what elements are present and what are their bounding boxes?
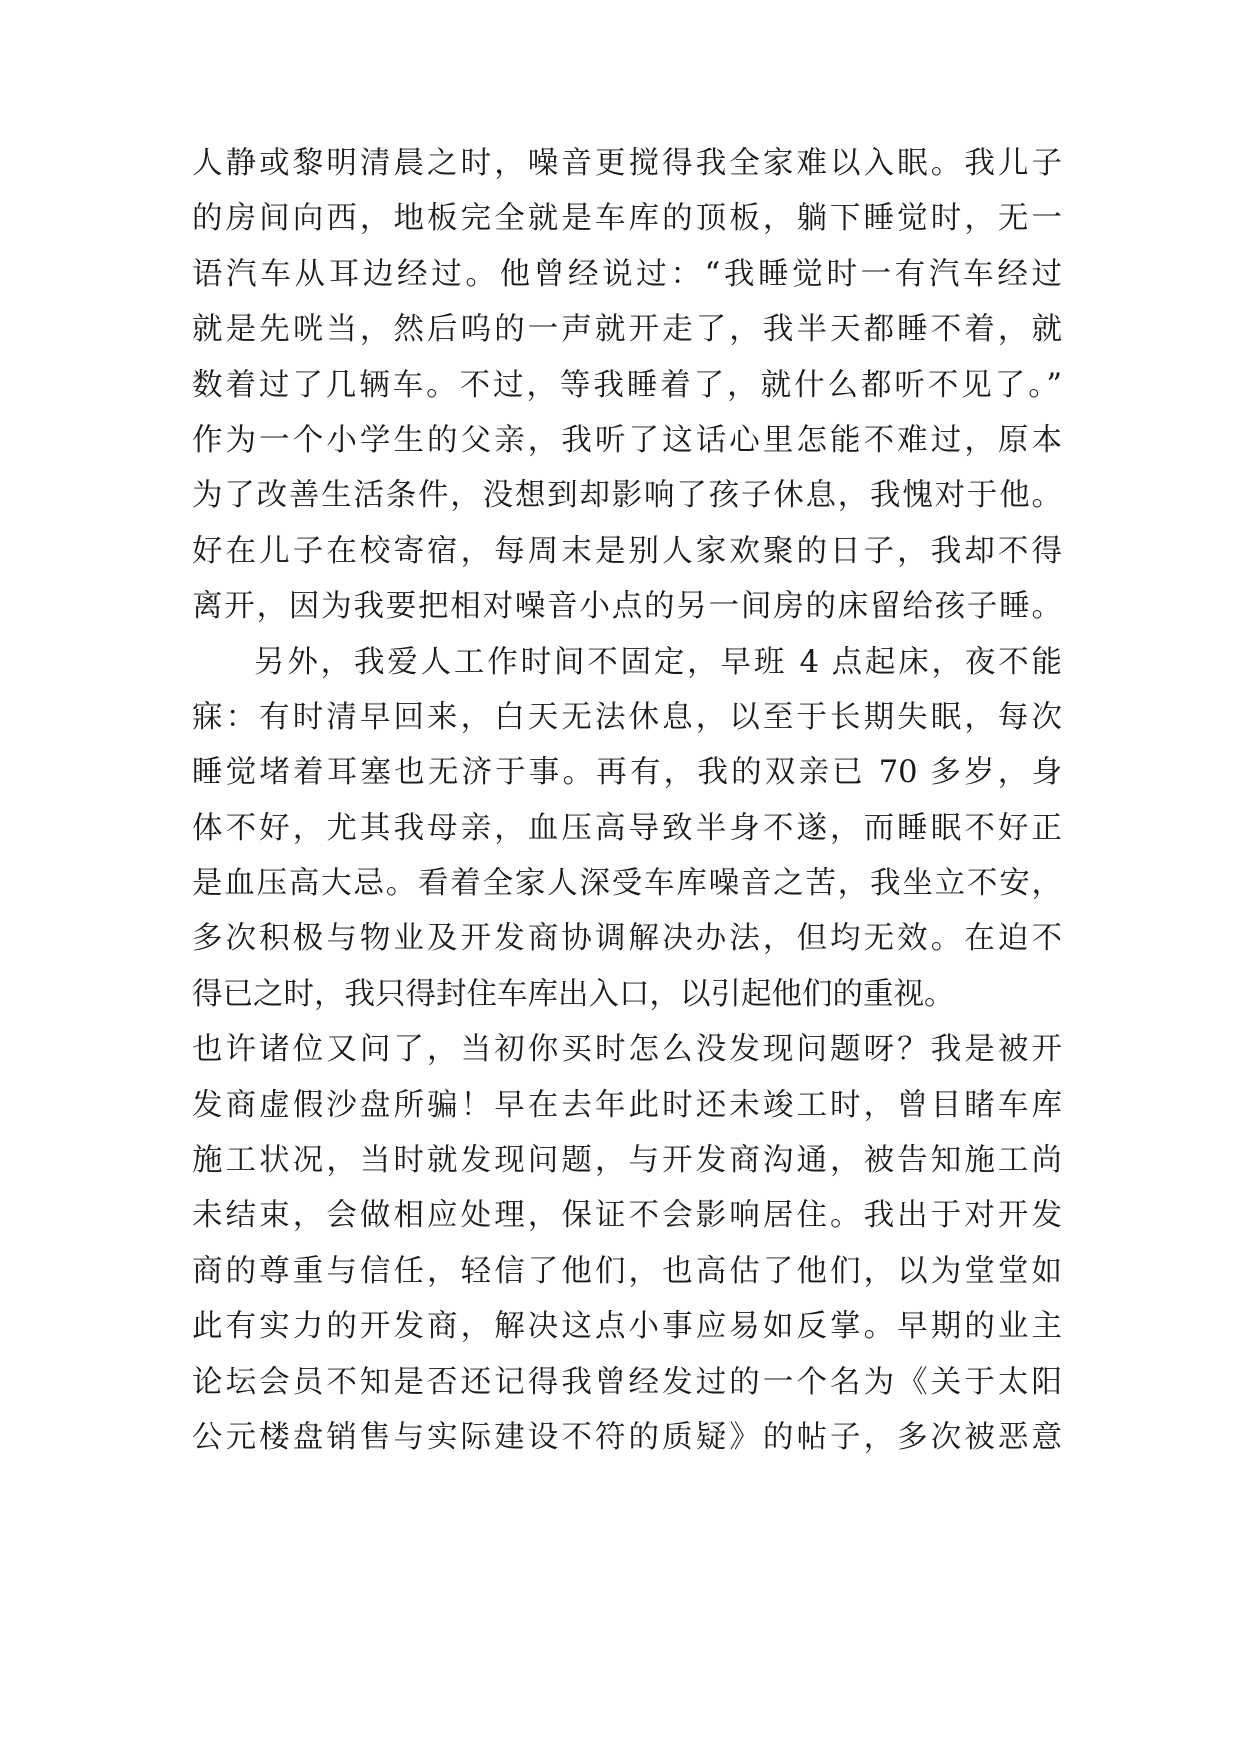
text-line-4: 就是先咣当，然后呜的一声就开走了，我半天都睡不着，就: [192, 312, 1062, 348]
text-line-9: 离开，因为我要把相对噪音小点的另一间房的床留给孩子睡。: [192, 589, 1062, 625]
text-line-3: 语汽车从耳边经过。他曾经说过：“我睡觉时一有汽车经过: [192, 256, 1062, 292]
text-line-11: 寐：有时清早回来，白天无法休息，以至于长期失眠，每次: [192, 699, 1062, 735]
text-line-23: 论坛会员不知是否还记得我曾经发过的一个名为《关于太阳: [192, 1364, 1062, 1400]
text-line-20: 未结束，会做相应处理，保证不会影响居住。我出于对开发: [192, 1198, 1062, 1234]
text-line-2: 的房间向西，地板完全就是车库的顶板，躺下睡觉时，无一: [192, 201, 1062, 237]
text-line-17: 也许诸位又问了，当初你买时怎么没发现问题呀？我是被开: [192, 1032, 1062, 1068]
text-line-22: 此有实力的开发商，解决这点小事应易如反掌。早期的业主: [192, 1309, 1062, 1345]
text-line-14: 是血压高大忌。看着全家人深受车库噪音之苦，我坐立不安，: [192, 866, 1062, 902]
text-line-5: 数着过了几辆车。不过，等我睡着了，就什么都听不见了。”: [192, 367, 1062, 403]
text-line-8: 好在儿子在校寄宿，每周末是别人家欢聚的日子，我却不得: [192, 533, 1062, 569]
text-line-15: 多次积极与物业及开发商协调解决办法，但均无效。在迫不: [192, 921, 1062, 957]
text-line-21: 商的尊重与信任，轻信了他们，也高估了他们，以为堂堂如: [192, 1253, 1062, 1289]
text-line-12: 睡觉堵着耳塞也无济于事。再有，我的双亲已 70 多岁，身: [192, 755, 1062, 791]
body-text: [192, 136, 1062, 1465]
text-line-18: 发商虚假沙盘所骗！早在去年此时还未竣工时，曾目睹车库: [192, 1087, 1062, 1123]
text-line-24: 公元楼盘销售与实际建设不符的质疑》的帖子，多次被恶意: [192, 1419, 1062, 1455]
text-line-19: 施工状况，当时就发现问题，与开发商沟通，被告知施工尚: [192, 1143, 1062, 1179]
text-line-10: 另外，我爱人工作时间不固定，早班 4 点起床，夜不能: [254, 644, 1062, 680]
text-line-16: 得已之时，我只得封住车库出入口，以引起他们的重视。: [192, 976, 955, 1012]
text-line-7: 为了改善生活条件，没想到却影响了孩子休息，我愧对于他。: [192, 478, 1062, 514]
text-line-13: 体不好，尤其我母亲，血压高导致半身不遂，而睡眠不好正: [192, 810, 1062, 846]
text-line-1: 人静或黎明清晨之时，噪音更搅得我全家难以入眠。我儿子: [192, 146, 1062, 181]
text-line-6: 作为一个小学生的父亲，我听了这话心里怎能不难过，原本: [192, 422, 1062, 458]
